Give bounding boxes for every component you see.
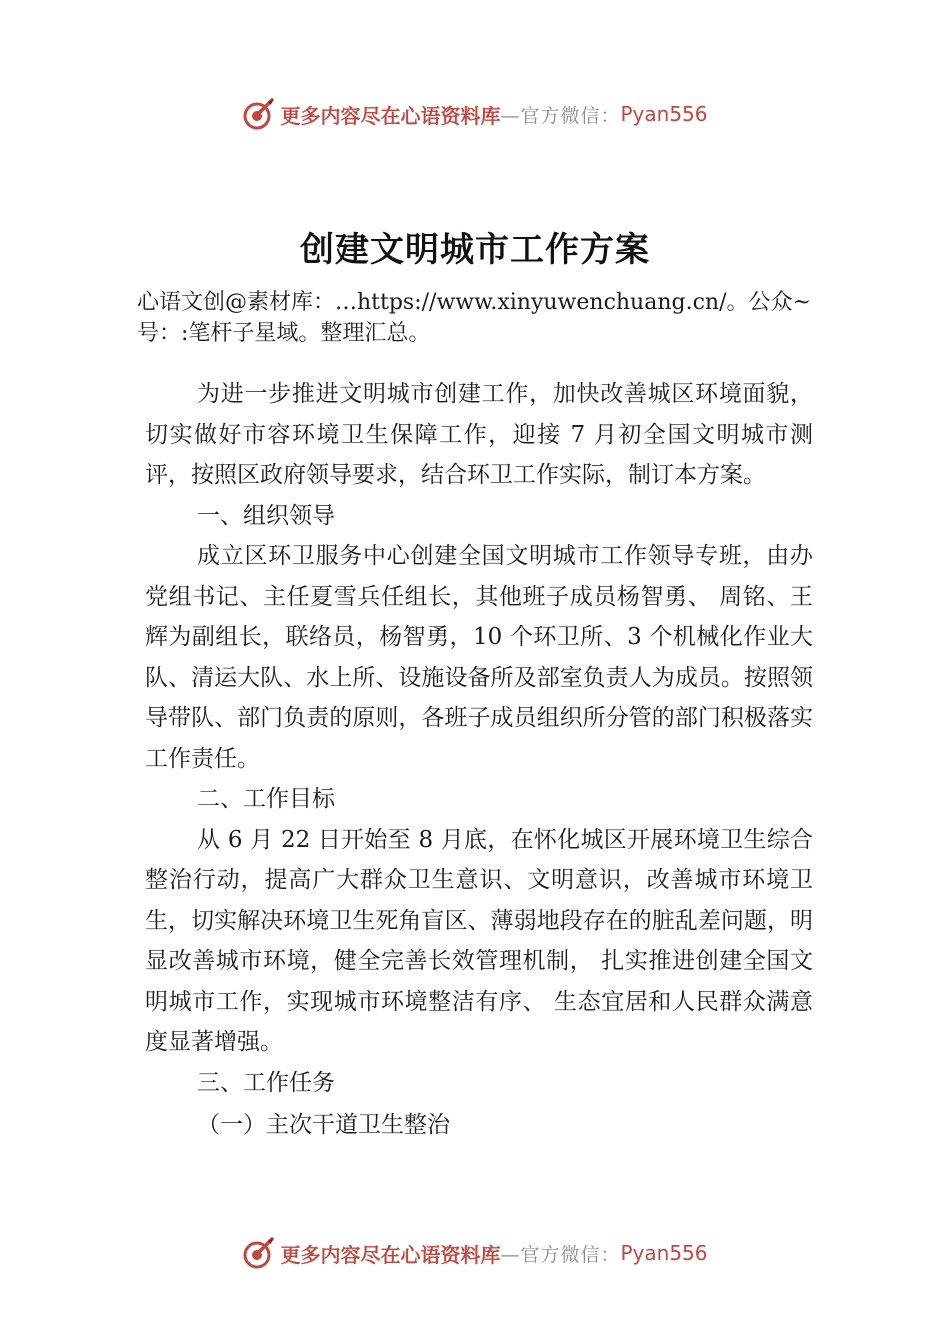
subsection-heading-roads: （一）主次干道卫生整治 bbox=[197, 1112, 450, 1138]
watermark-separator-text: —官方微信： bbox=[500, 104, 621, 127]
goals-paragraph: 从 6 月 22 日开始至 8 月底，在怀化城区开展环境卫生综合整治行动，提高广大群众卫生意识、文明意识，改善城市环境卫生，切实解决环境卫生死角盲区、薄弱地段存在的脏乱差问题，明显改善城市环境，健全完善长效管理机制， 扎实推进创建全国文明城市工作，实现城市环境整洁有序、 生态宜居和人民群众满意度显著增强。 bbox=[145, 826, 813, 1055]
document-body bbox=[145, 374, 813, 1146]
intro-paragraph: 为进一步推进文明城市创建工作，加快改善城区环境面貌，切实做好市容环境卫生保障工作，迎接 7 月初全国文明城市测评，按照区政府领导要求，结合环卫工作实际，制订本方案。 bbox=[145, 381, 813, 488]
watermark-wechat-id: Pyan556 bbox=[620, 102, 708, 126]
watermark-separator-text: —官方微信： bbox=[500, 1243, 621, 1266]
section-heading-goals: 二、工作目标 bbox=[197, 786, 335, 812]
section-heading-tasks: 三、工作任务 bbox=[197, 1069, 335, 1096]
source-line: 心语文创@素材库：…https://www.xinyuwenchuang.cn/。公众~号：:笔杆子星域。整理汇总。 bbox=[137, 290, 811, 346]
watermark-main-text: 更多内容尽在心语资料库 bbox=[280, 103, 501, 128]
organization-paragraph: 成立区环卫服务中心创建全国文明城市工作领导专班，由办党组书记、主任夏雪兵任组长，其他班子成员杨智勇、 周铭、王辉为副组长，联络员，杨智勇，10 个环卫所、3 个机械化作业大队、清运大队、水上所、设施设备所及部室负责人为成员。按照领导带队、部门负责的原则，各班子成员组织所分管的部门积极落实工作责任。 bbox=[145, 543, 813, 772]
ink-brush-logo-icon bbox=[242, 1236, 276, 1270]
section-heading-organization: 一、组织领导 bbox=[197, 502, 335, 529]
watermark-wechat-id: Pyan556 bbox=[620, 1241, 708, 1265]
document-title: 创建文明城市工作方案 bbox=[300, 230, 650, 270]
watermark-banner-top bbox=[0, 94, 950, 134]
ink-brush-logo-icon bbox=[242, 97, 276, 131]
watermark-banner-bottom bbox=[0, 1233, 950, 1273]
watermark-main-text: 更多内容尽在心语资料库 bbox=[280, 1242, 501, 1267]
